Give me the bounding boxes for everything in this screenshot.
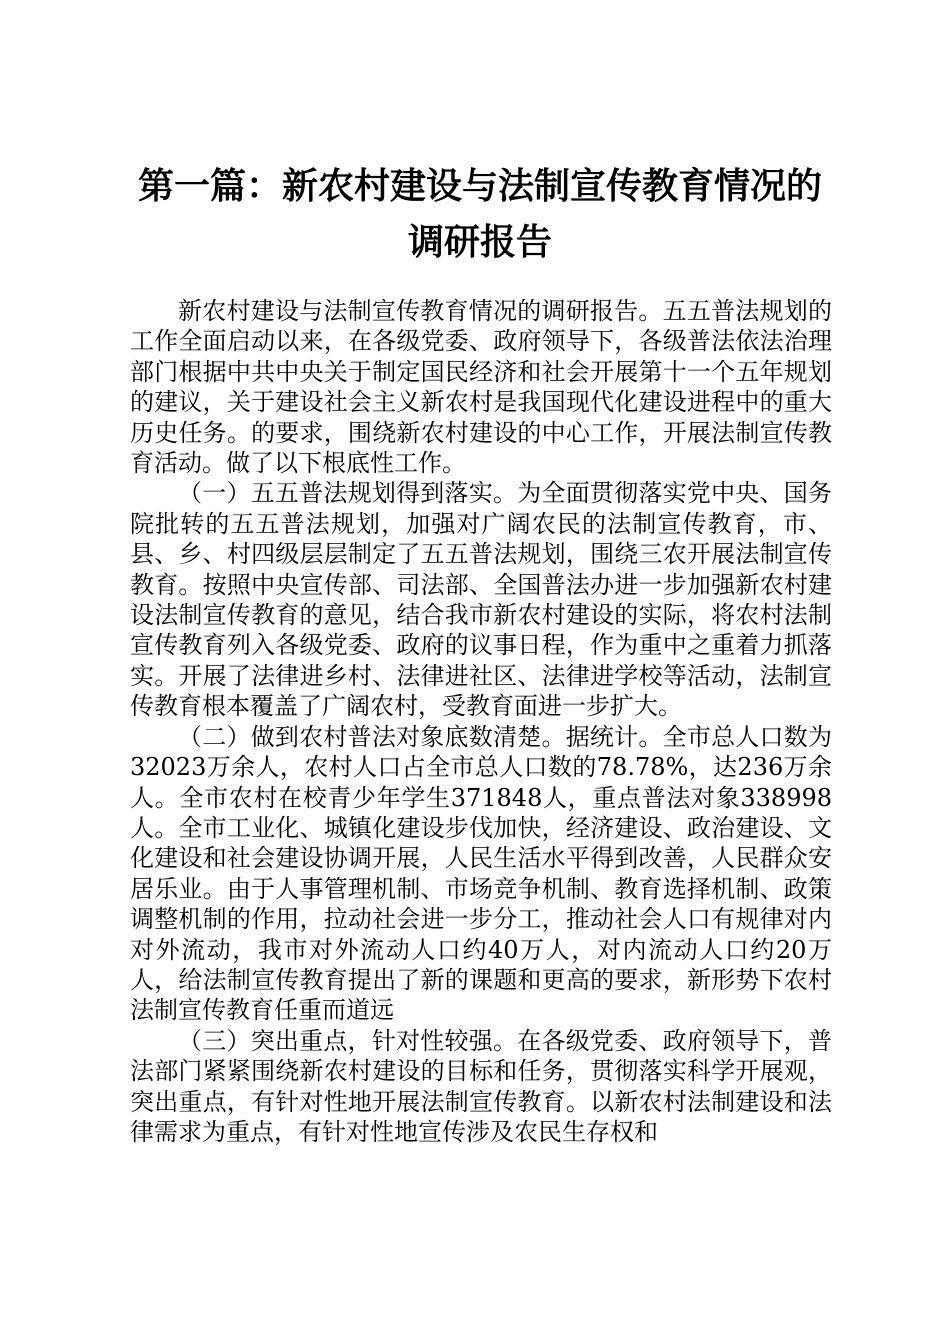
- paragraph-section-3: （三）突出重点，针对性较强。在各级党委、政府领导下，普法部门紧紧围绕新农村建设的目标和任务，贯彻落实科学开展观，突出重点，有针对性地开展法制宣传教育。以新农村法制建设和法律需求为重点，有针对性地宣传涉及农民生存权和: [130, 1026, 832, 1146]
- document-title: 第一篇：新农村建设与法制宣传教育情况的调研报告: [137, 165, 822, 263]
- paragraph-section-2: （二）做到农村普法对象底数清楚。据统计。全市总人口数为32023万余人，农村人口占全市总人口数的78.78%，达236万余人。全市农村在校青少年学生371848人，重点普法对象338998人。全市工业化、城镇化建设步伐加快，经济建设、政治建设、文化建设和社会建设协调开展，人民生活水平得到改善，人民群众安居乐业。由于人事管理机制、市场竞争机制、教育选择机制、政策调整机制的作用，拉动社会进一步分工，推动社会人口有规律对内对外流动，我市对外流动人口约40万人，对内流动人口约20万人，给法制宣传教育提出了新的课题和更高的要求，新形势下农村法制宣传教育任重而道远: [130, 722, 832, 1025]
- paragraph-intro: 新农村建设与法制宣传教育情况的调研报告。五五普法规划的工作全面启动以来，在各级党委、政府领导下，各级普法依法治理部门根据中共中央关于制定国民经济和社会开展第十一个五年规划的建议，关于建设社会主义新农村是我国现代化建设进程中的重大历史任务。的要求，围绕新农村建设的中心工作，开展法制宣传教育活动。做了以下根底性工作。: [130, 297, 832, 478]
- paragraph-section-1: （一）五五普法规划得到落实。为全面贯彻落实党中央、国务院批转的五五普法规划，加强对广阔农民的法制宣传教育，市、县、乡、村四级层层制定了五五普法规划，围绕三农开展法制宣传教育。按照中央宣传部、司法部、全国普法办进一步加强新农村建设法制宣传教育的意见，结合我市新农村建设的实际，将农村法制宣传教育列入各级党委、政府的议事日程，作为重中之重着力抓落实。开展了法律进乡村、法律进社区、法律进学校等活动，法制宣传教育根本覆盖了广阔农村，受教育面进一步扩大。: [130, 479, 832, 721]
- document-body: [130, 296, 832, 1147]
